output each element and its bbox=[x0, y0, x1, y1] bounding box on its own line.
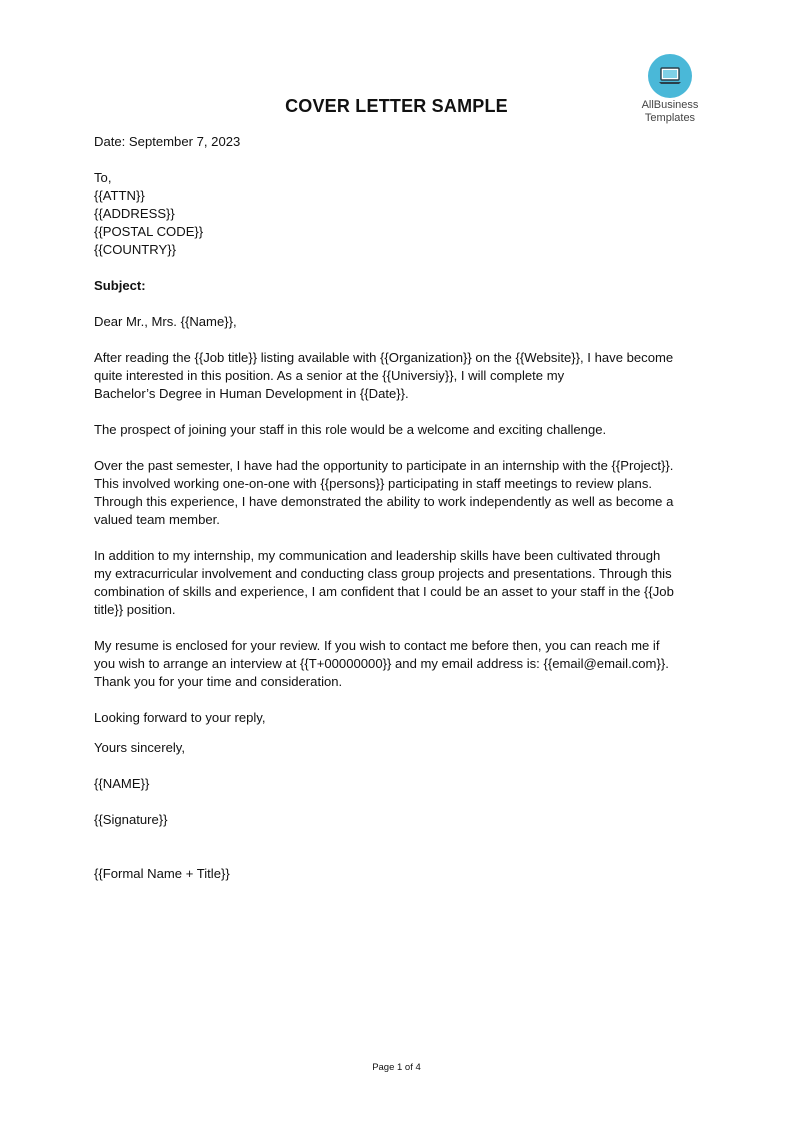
paragraph-line: Bachelor’s Degree in Human Development in {{Date}}. bbox=[94, 386, 409, 401]
paragraph-line: Over the past semester, I have had the opportunity to participate in an internship with the {{Project}}. bbox=[94, 458, 674, 473]
address-line: {{COUNTRY}} bbox=[94, 242, 176, 257]
paragraph-line: you wish to arrange an interview at {{T+00000000}} and my email address is: {{email@email.com}}. bbox=[94, 656, 669, 671]
paragraph-line: My resume is enclosed for your review. If you wish to contact me before then, you can reach me if bbox=[94, 638, 660, 653]
paragraph-line: This involved working one-on-one with {{persons}} participating in staff meetings to review plans. bbox=[94, 476, 653, 491]
letter-date: Date: September 7, 2023 bbox=[94, 134, 241, 149]
page-footer: Page 1 of 4 bbox=[372, 1062, 421, 1073]
closing-line: Looking forward to your reply, bbox=[94, 710, 266, 725]
paragraph-line: valued team member. bbox=[94, 512, 220, 527]
paragraph-line: my extracurricular involvement and conducting class group projects and presentations. Through this bbox=[94, 566, 672, 581]
laptop-icon bbox=[648, 54, 692, 98]
address-line: {{POSTAL CODE}} bbox=[94, 224, 204, 239]
paragraph bbox=[94, 457, 704, 529]
paragraph-line: Thank you for your time and consideration. bbox=[94, 674, 343, 689]
subject-line: Subject: bbox=[94, 278, 146, 293]
letter-body bbox=[94, 133, 704, 883]
paragraph-line: quite interested in this position. As a senior at the {{Universiy}}, I will complete my bbox=[94, 368, 565, 383]
paragraph bbox=[94, 349, 704, 403]
logo-text-line2: Templates bbox=[644, 112, 696, 124]
signoff: Yours sincerely, bbox=[94, 740, 185, 755]
paragraph-line: title}} position. bbox=[94, 602, 176, 617]
address-line: {{ATTN}} bbox=[94, 188, 145, 203]
logo-text-line1: AllBusiness bbox=[641, 99, 699, 111]
paragraph bbox=[94, 547, 704, 619]
paragraph-line: In addition to my internship, my communication and leadership skills have been cultivated through bbox=[94, 548, 661, 563]
address-line: To, bbox=[94, 170, 112, 185]
document-title: COVER LETTER SAMPLE bbox=[285, 96, 508, 116]
paragraph-line: combination of skills and experience, I am confident that I could be an asset to your staff in the {{Job bbox=[94, 584, 674, 599]
paragraph-line: Through this experience, I have demonstrated the ability to work independently as well as become a bbox=[94, 494, 674, 509]
paragraph-line: After reading the {{Job title}} listing available with {{Organization}} on the {{Website}}, I have become bbox=[94, 350, 674, 365]
salutation: Dear Mr., Mrs. {{Name}}, bbox=[94, 314, 237, 329]
formal-name-title: {{Formal Name + Title}} bbox=[94, 866, 230, 881]
recipient-address bbox=[94, 169, 704, 259]
address-line: {{ADDRESS}} bbox=[94, 206, 175, 221]
sender-name: {{NAME}} bbox=[94, 776, 150, 791]
signature-placeholder: {{Signature}} bbox=[94, 812, 168, 827]
paragraph bbox=[94, 637, 704, 691]
paragraph-line: The prospect of joining your staff in this role would be a welcome and exciting challenge. bbox=[94, 422, 607, 437]
paragraph bbox=[94, 421, 704, 439]
